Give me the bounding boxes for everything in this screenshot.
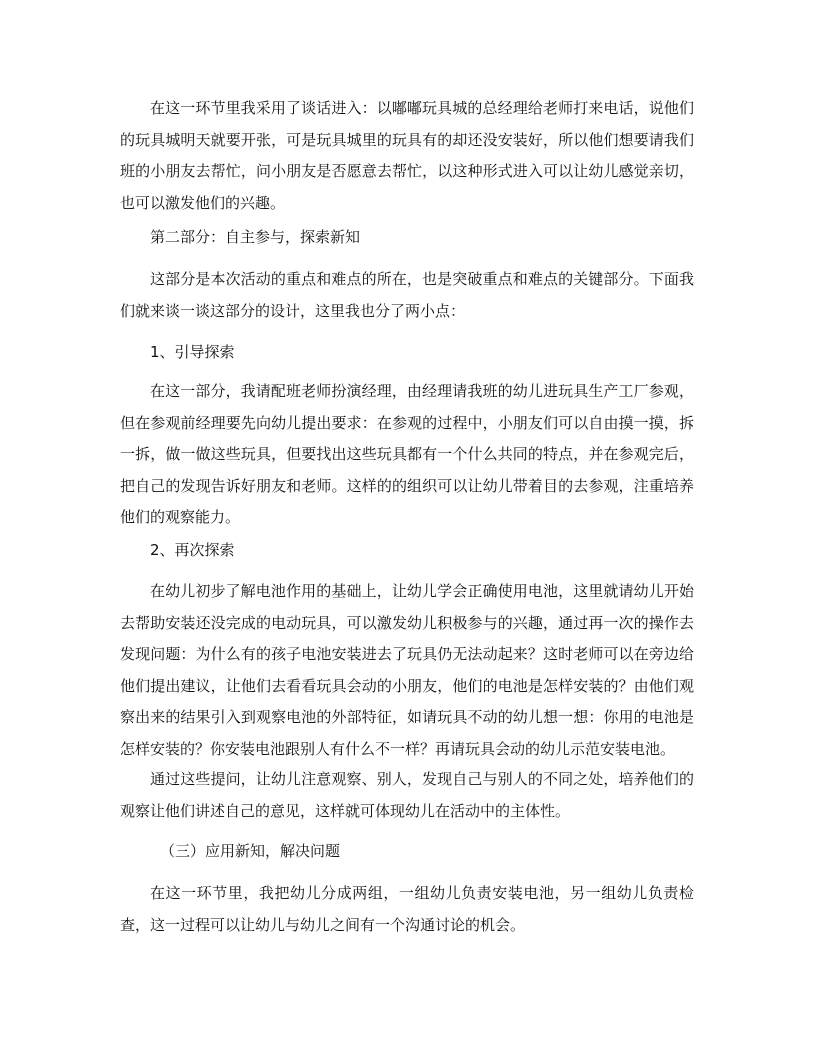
- paragraph-second-exploration: 在幼儿初步了解电池作用的基础上，让幼儿学会正确使用电池，这里就请幼儿开始去帮助安装还没完成的电动玩具，可以激发幼儿积极参与的兴趣，通过再一次的操作去发现问题：为什么有的孩子电池安装进去了玩具仍无法动起来？这时老师可以在旁边给他们提出建议，让他们去看看玩具会动的小朋友，他们的电池是怎样安装的？由他们观察出来的结果引入到观察电池的外部特征，如请玩具不动的幼儿想一想：你用的电池是怎样安装的？你安装电池跟别人有什么不一样？再请玩具会动的幼儿示范安装电池。: [120, 582, 694, 758]
- section-heading-part-two: 第二部分：自主参与，探索新知: [150, 228, 361, 246]
- paragraph-questions-summary: 通过这些提问，让幼儿注意观察、别人，发现自己与别人的不同之处，培养他们的观察让他们讲述自己的意见，这样就可体现幼儿在活动中的主体性。: [120, 770, 694, 820]
- section-heading-apply-knowledge: （三）应用新知，解决问题: [160, 842, 341, 860]
- paragraph-guided-exploration: 在这一部分，我请配班老师扮演经理，由经理请我班的幼儿进玩具生产工厂参观，但在参观前经理要先向幼儿提出要求：在参观的过程中，小朋友们可以自由摸一摸，拆一拆，做一做这些玩具，但要找出这些玩具都有一个什么共同的特点，并在参观完后，把自己的发现告诉好朋友和老师。这样的的组织可以让幼儿带着目的去参观，注重培养他们的观察能力。: [120, 382, 694, 526]
- subheading-guided-exploration: 1、引导探索: [150, 343, 235, 361]
- subheading-second-exploration: 2、再次探索: [150, 541, 235, 559]
- paragraph-intro-conversation: 在这一环节里我采用了谈话进入：以嘟嘟玩具城的总经理给老师打来电话，说他们的玩具城明天就要开张，可是玩具城里的玩具有的却还没安装好，所以他们想要请我们班的小朋友去帮忙，问小朋友是否愿意去帮忙，以这种形式进入可以让幼儿感觉亲切，也可以激发他们的兴趣。: [120, 99, 694, 212]
- paragraph-apply-knowledge: 在这一环节里，我把幼儿分成两组，一组幼儿负责安装电池，另一组幼儿负责检查，这一过程可以让幼儿与幼儿之间有一个沟通讨论的机会。: [120, 884, 694, 934]
- paragraph-part-two-overview: 这部分是本次活动的重点和难点的所在，也是突破重点和难点的关键部分。下面我们就来谈一谈这部分的设计，这里我也分了两小点：: [120, 270, 694, 320]
